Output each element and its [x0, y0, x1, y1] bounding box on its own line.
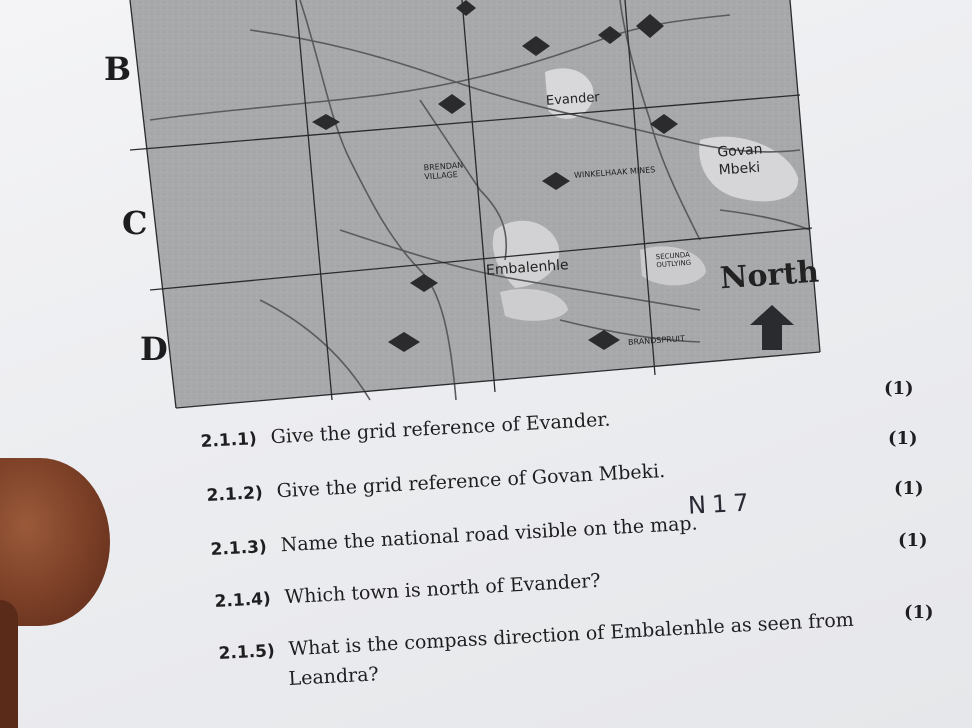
north-label: North	[718, 254, 821, 297]
handwritten-answer: N17	[687, 488, 756, 520]
place-evander: Evander	[545, 90, 601, 109]
question-text: Give the grid reference of Govan Mbeki.	[276, 459, 666, 503]
question-text: Give the grid reference of Evander.	[270, 408, 611, 449]
map-area	[130, 0, 820, 408]
question-number: 2.1.4)	[214, 589, 272, 612]
question-2-1-5-continued: Leandra?	[288, 663, 380, 690]
question-number: 2.1.3)	[210, 537, 268, 560]
question-number: 2.1.2)	[206, 483, 264, 506]
mark-q1: (1)	[884, 378, 914, 399]
row-label-b: B	[104, 50, 132, 88]
question-number: 2.1.5)	[218, 641, 276, 664]
question-number: 2.1.1)	[200, 429, 258, 452]
mark-q2: (1)	[888, 428, 918, 449]
place-govan-mbeki: Govan Mbeki	[716, 141, 764, 179]
mark-q4: (1)	[898, 530, 928, 551]
place-secunda-outlying: SECUNDA OUTLYING	[655, 250, 692, 270]
place-winkelhaak-mines: WINKELHAAK MINES	[573, 165, 656, 180]
question-text: Name the national road visible on the map.	[280, 512, 699, 557]
question-text: What is the compass direction of Embalenhle as seen from	[288, 608, 855, 661]
place-brendan-village: BRENDAN VILLAGE	[423, 160, 464, 182]
question-text: Which town is north of Evander?	[284, 569, 602, 609]
mark-q5: (1)	[904, 602, 934, 623]
row-label-d: D	[140, 330, 168, 368]
row-label-c: C	[122, 204, 148, 242]
finger-lower	[0, 600, 18, 728]
place-embalenhle: Embalenhle	[485, 257, 570, 279]
place-brandspruit: BRANDSPRUIT	[627, 334, 686, 347]
mark-q3: (1)	[894, 478, 924, 499]
